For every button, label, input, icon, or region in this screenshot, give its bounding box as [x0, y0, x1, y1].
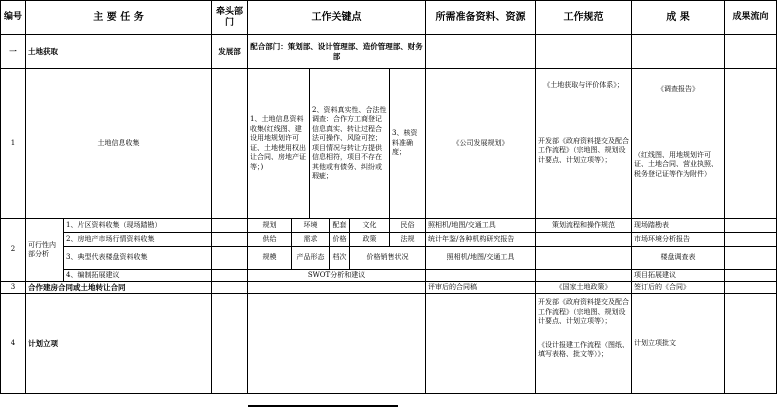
header-no: 编号: [1, 1, 26, 35]
keypoint-1: 1、土地信息资料收集(红线图、建设用地规划许可证、土地使用权出让合同、房地产证等；): [248, 69, 310, 219]
section-no: 一: [1, 35, 26, 69]
materials-cell: 照相机/地图/交通工具: [426, 219, 536, 233]
keypoint-cell: 法规: [390, 233, 426, 247]
keypoint-cell: SWOT分析和建议: [248, 270, 426, 282]
subtask-cell: 3、典型代表楼盘资料收集: [64, 247, 212, 270]
empty-cell: [426, 294, 536, 394]
empty-cell: [426, 270, 536, 282]
keypoint-cell: 档次: [330, 247, 350, 270]
norms-item: 开发部《政府资料提交及配合工作流程》（宗地图、规划设计要点、计划立项等）；: [538, 136, 630, 164]
norms-cell: [536, 69, 632, 219]
empty-cell: [426, 35, 536, 69]
results-cell: 项目拓展建议: [632, 270, 725, 282]
subtask-cell: 4、编制拓展建议: [64, 270, 212, 282]
keypoint-cell: 规划: [248, 219, 292, 233]
empty-cell: [212, 233, 248, 247]
row-no: 1: [1, 69, 26, 219]
table-row: [1, 270, 777, 282]
table-row: [1, 247, 777, 270]
row-task: 可行性内部分析: [26, 219, 64, 282]
empty-cell: [725, 282, 777, 294]
section-row: [1, 35, 777, 69]
empty-cell: [212, 282, 248, 294]
empty-cell: [212, 219, 248, 233]
keypoint-3: 3、核资料准确度；: [390, 69, 426, 219]
subtask-cell: 1、片区资料收集（现场踏勘）: [64, 219, 212, 233]
section-keypoints: 配合部门：策划部、设计管理部、造价管理部、财务部: [248, 35, 426, 69]
keypoint-cell: 价格: [330, 233, 350, 247]
empty-cell: [212, 247, 248, 270]
row-task: 计划立项: [26, 294, 212, 394]
empty-cell: [536, 270, 632, 282]
empty-cell: [212, 69, 248, 219]
empty-cell: [725, 35, 777, 69]
table-row: [1, 69, 777, 219]
header-results: 成 果: [632, 1, 725, 35]
keypoint-cell: 规模: [248, 247, 292, 270]
empty-cell: [212, 294, 248, 394]
row-task: 合作建房合同或土地转让合同: [26, 282, 212, 294]
empty-cell: [725, 69, 777, 219]
norms-item: 《土地获取与评价体系》；: [543, 81, 624, 89]
empty-cell: [725, 294, 777, 394]
keypoint-cell: 产品形态: [292, 247, 330, 270]
materials-cell: 评审后的合同稿: [426, 282, 536, 294]
header-task: 主 要 任 务: [26, 1, 212, 35]
keypoint-cell: 政策: [350, 233, 390, 247]
header-row: [1, 1, 777, 35]
row-task: 土地信息收集: [26, 69, 212, 219]
empty-cell: [212, 270, 248, 282]
keypoint-cell: 需求: [292, 233, 330, 247]
subtask-cell: 2、房地产市场行情资料收集: [64, 233, 212, 247]
table-row: [1, 282, 777, 294]
empty-cell: [248, 294, 426, 394]
results-cell: 签订后的《合同》: [632, 282, 725, 294]
norms-cell: 策划流程和操作规范: [536, 219, 632, 233]
empty-cell: [725, 233, 777, 247]
table-row: [1, 294, 777, 394]
keypoint-cell: 民俗: [390, 219, 426, 233]
row-no: 4: [1, 294, 26, 394]
materials-cell: 《公司发展规划》: [426, 69, 536, 219]
section-lead: 发展部: [212, 35, 248, 69]
results-cell: 计划立项批文: [632, 294, 725, 394]
materials-cell: 统计年鉴/各种机构研究报告: [426, 233, 536, 247]
header-norms: 工作规范: [536, 1, 632, 35]
next-row-fragment: [248, 402, 398, 410]
header-lead: 牵头部门: [212, 1, 248, 35]
norms-item: 《设计报建工作流程（图纸、填写表格、批文等）》；: [538, 340, 630, 358]
results-item: （红线图、用地规划许可证、土地合同、营业执照、税务登记证等作为附件）: [634, 150, 719, 178]
keypoint-cell: 文化: [350, 219, 390, 233]
empty-cell: [536, 247, 632, 270]
empty-cell: [725, 270, 777, 282]
empty-cell: [725, 247, 777, 270]
row-no: 2: [1, 219, 26, 282]
results-cell: [632, 69, 725, 219]
table-row: [1, 219, 777, 233]
results-cell: 楼盘调查表: [632, 247, 725, 270]
keypoint-cell: 环境: [292, 219, 330, 233]
norms-cell: 《国家土地政策》: [536, 282, 632, 294]
empty-cell: [536, 35, 632, 69]
results-cell: 现场踏勘表: [632, 219, 725, 233]
keypoint-cell: 供给: [248, 233, 292, 247]
keypoint-2: 2、资料真实性、合法性调查：合作方工商登记信息真实、转让过程合法可操作、风险可控；项目情况与转让方提供信息相符，项目不存在其他或有债务、纠纷或瑕疵；: [310, 69, 390, 219]
header-flow: 成果流向: [725, 1, 777, 35]
header-materials: 所需准备资料、资源: [426, 1, 536, 35]
norms-item: 开发部《政府资料提交及配合工作流程》（宗地图、规划设计要点、计划立项等）；: [538, 298, 630, 325]
keypoint-cell: 配套: [330, 219, 350, 233]
row-no: 3: [1, 282, 26, 294]
keypoint-cell: 价格销售状况: [350, 247, 426, 270]
norms-cell: [536, 294, 632, 394]
empty-cell: [632, 35, 725, 69]
materials-cell: 照相机/地图/交通工具: [426, 247, 536, 270]
header-keypoints: 工作关键点: [248, 1, 426, 35]
results-cell: 市场环境分析报告: [632, 233, 725, 247]
results-item: 《调查报告》: [657, 85, 700, 93]
table-row: [1, 233, 777, 247]
empty-cell: [536, 233, 632, 247]
empty-cell: [248, 282, 426, 294]
empty-cell: [725, 219, 777, 233]
section-task: 土地获取: [26, 35, 212, 69]
